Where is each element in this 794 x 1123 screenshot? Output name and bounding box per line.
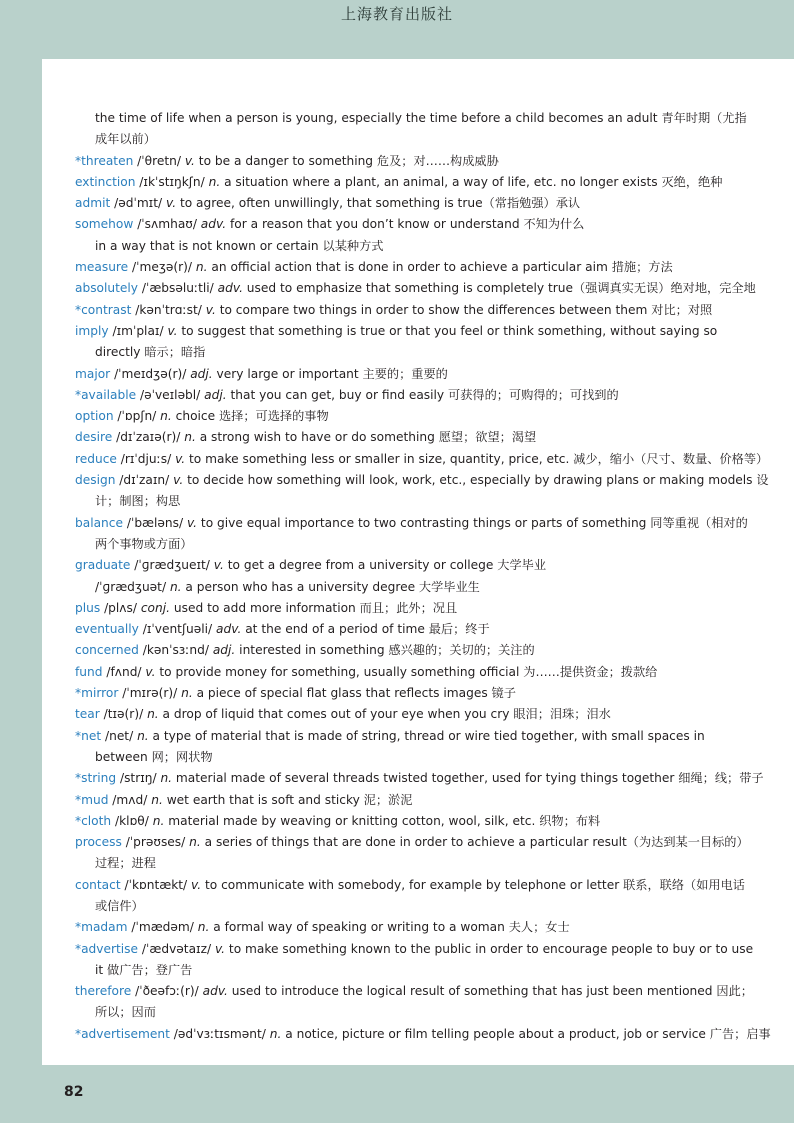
entry-line	[75, 470, 769, 491]
vocab-entry	[75, 257, 715, 278]
headword: measure	[75, 260, 129, 275]
pronunciation: /ˈæbsəluːtli/	[138, 281, 218, 296]
part-of-speech: n.	[169, 579, 182, 594]
headword: *advertise	[75, 941, 139, 956]
pronunciation: /ˈsʌmhaʊ/	[133, 217, 201, 232]
entry-line	[75, 577, 715, 598]
vocab-entry	[75, 193, 715, 214]
definition: to provide money for something, usually something official 为……提供资金；拨款给	[155, 664, 658, 679]
vocab-entry	[75, 619, 715, 640]
part-of-speech: adj.	[212, 643, 236, 658]
vocab-entry	[75, 321, 718, 364]
part-of-speech: n.	[160, 771, 173, 786]
pronunciation: /ˈθretn/	[133, 153, 185, 168]
headword: option	[75, 409, 114, 424]
vocab-entry	[75, 726, 715, 769]
entry-line	[75, 555, 715, 576]
pronunciation: /dɪˈzaɪn/	[115, 473, 174, 488]
vocab-entry	[75, 875, 745, 918]
pronunciation: /ˈmeɪdʒə(r)/	[110, 366, 191, 381]
part-of-speech: v.	[213, 558, 224, 573]
entry-line	[75, 662, 715, 683]
vocab-entry	[75, 300, 715, 321]
entry-line	[75, 513, 748, 534]
entry-line	[75, 427, 715, 448]
definition: used to emphasize that something is completely true（强调真实无误）绝对地，完全地	[242, 281, 756, 296]
definition: it 做广告；登广告	[95, 962, 193, 977]
definition: that you can get, buy or find easily 可获得的；可购得的；可找到的	[226, 387, 619, 402]
part-of-speech: v.	[173, 473, 184, 488]
vocabulary-list	[75, 108, 771, 1045]
definition: 或信件）	[95, 898, 144, 913]
entry-line	[75, 619, 715, 640]
entry-line	[75, 598, 715, 619]
headword: plus	[75, 600, 101, 615]
part-of-speech: n.	[184, 430, 196, 445]
definition: material made by weaving or knitting cotton, wool, silk, etc. 织物；布料	[164, 813, 601, 828]
headword: somehow	[75, 217, 134, 232]
vocab-entry	[75, 1024, 771, 1045]
headword: balance	[75, 515, 123, 530]
definition: a notice, picture or film telling people about a product, job or service 广告；启事	[281, 1026, 771, 1041]
entry-line	[75, 726, 715, 747]
headword: *threaten	[75, 153, 134, 168]
part-of-speech: n.	[195, 260, 208, 275]
definition: 过程；进程	[95, 856, 156, 871]
part-of-speech: v.	[205, 302, 216, 317]
entry-line	[75, 406, 715, 427]
pronunciation: /əˈveɪləbl/	[136, 387, 205, 402]
headword: process	[75, 835, 122, 850]
definition: 两个事物或方面）	[95, 536, 193, 551]
definition: used to introduce the logical result of something that has just been mentioned 因此；	[227, 984, 753, 999]
definition: to communicate with somebody, for example by telephone or letter 联系，联络（如用电话	[201, 877, 745, 892]
definition: a person who has a university degree 大学毕业生	[181, 579, 480, 594]
pronunciation: /ˈmɪrə(r)/	[118, 686, 182, 701]
part-of-speech: v.	[186, 515, 198, 530]
pronunciation: /ɪmˈplaɪ/	[108, 323, 168, 338]
pronunciation: /ˈprəʊses/	[121, 835, 190, 850]
headword: *contrast	[75, 302, 132, 317]
vocab-entry	[75, 278, 756, 299]
headword: desire	[75, 430, 113, 445]
definition: wet earth that is soft and sticky 泥；淤泥	[162, 792, 413, 807]
part-of-speech: n.	[197, 920, 210, 935]
definition: 所以；因而	[95, 1005, 156, 1020]
part-of-speech: n.	[269, 1026, 282, 1041]
entry-line	[75, 640, 715, 661]
vocab-entry	[75, 470, 769, 513]
entry-line	[75, 491, 715, 512]
definition: for a reason that you don’t know or understand 不知为什么	[226, 217, 585, 232]
definition: a type of material that is made of string, thread or wire tied together, with small spaces in	[148, 728, 705, 743]
vocab-entry	[75, 981, 753, 1024]
entry-line	[75, 790, 715, 811]
headword: graduate	[75, 558, 131, 573]
part-of-speech: v.	[167, 323, 178, 338]
entry-line	[75, 214, 715, 235]
entry-line	[75, 236, 715, 257]
pronunciation: /tɪə(r)/	[99, 707, 148, 722]
vocab-entry	[75, 151, 715, 172]
pronunciation: /ˈðeəfɔː(r)/	[131, 984, 203, 999]
vocab-entry	[75, 683, 715, 704]
definition: interested in something 感兴趣的；关切的；关注的	[235, 643, 535, 658]
part-of-speech: conj.	[140, 600, 171, 615]
definition: to be a danger to something 危及；对……构成威胁	[194, 153, 499, 168]
headword: *madam	[75, 920, 128, 935]
definition: used to add more information 而且；此外；况且	[170, 600, 458, 615]
part-of-speech: adv.	[217, 281, 243, 296]
headword: therefore	[75, 984, 132, 999]
entry-line	[75, 193, 715, 214]
vocab-entry	[75, 768, 764, 789]
pronunciation: /ɪkˈstɪŋkʃn/	[135, 174, 209, 189]
part-of-speech: v.	[184, 153, 195, 168]
vocab-entry	[75, 790, 715, 811]
part-of-speech: n.	[181, 686, 193, 701]
pronunciation: /strɪŋ/	[116, 771, 161, 786]
definition: 成年以前）	[95, 132, 156, 147]
pronunciation: /ədˈmɪt/	[110, 196, 166, 211]
headword: design	[75, 473, 116, 488]
definition: material made of several threads twisted together, used for tying things together 细绳；线；带子	[172, 771, 764, 786]
headword: *advertisement	[75, 1026, 170, 1041]
entry-line	[75, 321, 718, 342]
headword: *mirror	[75, 686, 119, 701]
vocab-entry	[75, 832, 749, 875]
part-of-speech: adv.	[216, 622, 242, 637]
pronunciation: /kənˈsɜːnd/	[138, 643, 213, 658]
definition: to decide how something will look, work, etc., especially by drawing plans or making models 设	[183, 473, 769, 488]
entry-line	[75, 108, 747, 129]
headword: *cloth	[75, 813, 112, 828]
entry-line	[75, 1024, 771, 1045]
pronunciation: /net/	[101, 728, 138, 743]
entry-line	[75, 981, 753, 1002]
definition: to get a degree from a university or college 大学毕业	[223, 558, 547, 573]
definition: to suggest that something is true or that you feel or think something, without saying so	[177, 323, 718, 338]
pronunciation: /ˈædvətaɪz/	[138, 941, 215, 956]
entry-line	[75, 385, 715, 406]
part-of-speech: v.	[175, 451, 186, 466]
entry-line	[75, 1002, 715, 1023]
entry-line	[75, 853, 715, 874]
publisher-header: 上海教育出版社	[340, 5, 453, 23]
entry-line	[75, 939, 754, 960]
entry-line	[75, 534, 715, 555]
headword: reduce	[75, 451, 117, 466]
entry-line	[75, 278, 756, 299]
pronunciation: /ˈɡrædʒueɪt/	[130, 558, 214, 573]
pronunciation: /ˈmædəm/	[127, 920, 198, 935]
definition: to make something less or smaller in size, quantity, price, etc. 减少，缩小（尺寸、数量、价格等）	[185, 451, 769, 466]
definition: a series of things that are done in order to achieve a particular result（为达到某一目标的）	[200, 835, 749, 850]
pronunciation: /fʌnd/	[102, 664, 146, 679]
headword: imply	[75, 323, 109, 338]
entry-line	[75, 811, 715, 832]
part-of-speech: n.	[151, 792, 163, 807]
part-of-speech: adj.	[204, 387, 227, 402]
entry-line	[75, 917, 715, 938]
headword: *mud	[75, 792, 109, 807]
part-of-speech: v.	[165, 196, 177, 211]
definition: a situation where a plant, an animal, a way of life, etc. no longer exists 灭绝，绝种	[220, 174, 723, 189]
part-of-speech: n.	[137, 728, 149, 743]
pronunciation: /ˈmeʒə(r)/	[128, 260, 196, 275]
entry-line	[75, 960, 715, 981]
headword: *available	[75, 387, 137, 402]
pronunciation: /ɪˈventʃuəli/	[138, 622, 217, 637]
pronunciation: /ˈbæləns/	[122, 515, 187, 530]
headword: fund	[75, 664, 103, 679]
headword: *net	[75, 728, 102, 743]
vocab-entry	[75, 385, 715, 406]
pronunciation: /ˈkɒntækt/	[120, 877, 192, 892]
definition: choice 选择；可选择的事物	[171, 409, 329, 424]
vocab-entry	[75, 598, 715, 619]
part-of-speech: n.	[189, 835, 201, 850]
pronunciation: /klɒθ/	[111, 813, 153, 828]
pronunciation: /ədˈvɜːtɪsmənt/	[169, 1026, 270, 1041]
definition: a strong wish to have or do something 愿望；欲望；渴望	[195, 430, 537, 445]
headword: major	[75, 366, 111, 381]
definition: between 网；网状物	[95, 749, 213, 764]
page-paper	[42, 59, 794, 1065]
part-of-speech: n.	[208, 174, 221, 189]
pronunciation: /ˈɒpʃn/	[113, 409, 161, 424]
definition: in a way that is not known or certain 以某种方式	[95, 238, 384, 253]
part-of-speech: adv.	[202, 984, 228, 999]
part-of-speech: v.	[214, 941, 226, 956]
vocab-entry	[75, 108, 747, 151]
vocab-entry	[75, 214, 715, 257]
part-of-speech: n.	[160, 409, 172, 424]
definition: 计；制图；构思	[95, 494, 181, 509]
pronunciation: /mʌd/	[108, 792, 152, 807]
definition: to make something known to the public in order to encourage people to buy or to use	[225, 941, 754, 956]
definition: a piece of special flat glass that reflects images 镜子	[192, 686, 516, 701]
part-of-speech: n.	[147, 707, 159, 722]
part-of-speech: v.	[191, 877, 202, 892]
entry-line	[75, 257, 715, 278]
vocab-entry	[75, 662, 715, 683]
vocab-entry	[75, 172, 723, 193]
entry-line	[75, 896, 715, 917]
vocab-entry	[75, 427, 715, 448]
headword: tear	[75, 707, 100, 722]
definition: directly 暗示；暗指	[95, 345, 206, 360]
vocab-entry	[75, 939, 754, 982]
part-of-speech: v.	[145, 664, 156, 679]
headword: absolutely	[75, 281, 138, 296]
vocab-entry	[75, 640, 715, 661]
headword: *string	[75, 771, 117, 786]
vocab-entry	[75, 449, 769, 470]
entry-line	[75, 364, 715, 385]
headword: concerned	[75, 643, 139, 658]
entry-line	[75, 832, 749, 853]
vocab-entry	[75, 364, 715, 385]
pronunciation: /kənˈtrɑːst/	[131, 302, 206, 317]
headword: admit	[75, 196, 111, 211]
vocab-entry	[75, 811, 715, 832]
vocab-entry	[75, 704, 715, 725]
entry-line	[75, 172, 723, 193]
definition: a formal way of speaking or writing to a woman 夫人；女士	[209, 920, 570, 935]
part-of-speech: n.	[152, 813, 165, 828]
part-of-speech: adv.	[200, 217, 227, 232]
headword: contact	[75, 877, 121, 892]
entry-line	[75, 704, 715, 725]
pronunciation: /plʌs/	[100, 600, 141, 615]
vocab-entry	[75, 513, 748, 556]
definition: the time of life when a person is young, especially the time before a child becomes an adult 青年时期（尤指	[95, 111, 747, 125]
headword: eventually	[75, 622, 139, 637]
definition: a drop of liquid that comes out of your eye when you cry 眼泪；泪珠；泪水	[158, 707, 611, 722]
headword: extinction	[75, 174, 136, 189]
pronunciation: /rɪˈdjuːs/	[116, 451, 176, 466]
entry-line	[75, 342, 715, 363]
entry-line	[75, 300, 715, 321]
part-of-speech: adj.	[190, 366, 213, 381]
pronunciation: /dɪˈzaɪə(r)/	[112, 430, 185, 445]
vocab-entry	[75, 406, 715, 427]
entry-line	[75, 875, 745, 896]
definition: an official action that is done in order to achieve a particular aim 措施；方法	[207, 260, 673, 275]
entry-line	[75, 768, 764, 789]
definition: to give equal importance to two contrasting things or parts of something 同等重视（相对的	[197, 515, 748, 530]
entry-line	[75, 129, 715, 150]
definition: to compare two things in order to show the differences between them 对比；对照	[215, 302, 713, 317]
entry-line	[75, 449, 769, 470]
definition: at the end of a period of time 最后；终于	[241, 622, 490, 637]
definition: /ˈɡrædʒuət/	[95, 579, 170, 594]
entry-line	[75, 151, 715, 172]
page-number: 82	[64, 1084, 84, 1100]
entry-line	[75, 683, 715, 704]
vocab-entry	[75, 917, 715, 938]
definition: to agree, often unwillingly, that something is true（常指勉强）承认	[176, 196, 581, 211]
vocab-entry	[75, 555, 715, 598]
definition: very large or important 主要的；重要的	[212, 366, 448, 381]
entry-line	[75, 747, 715, 768]
